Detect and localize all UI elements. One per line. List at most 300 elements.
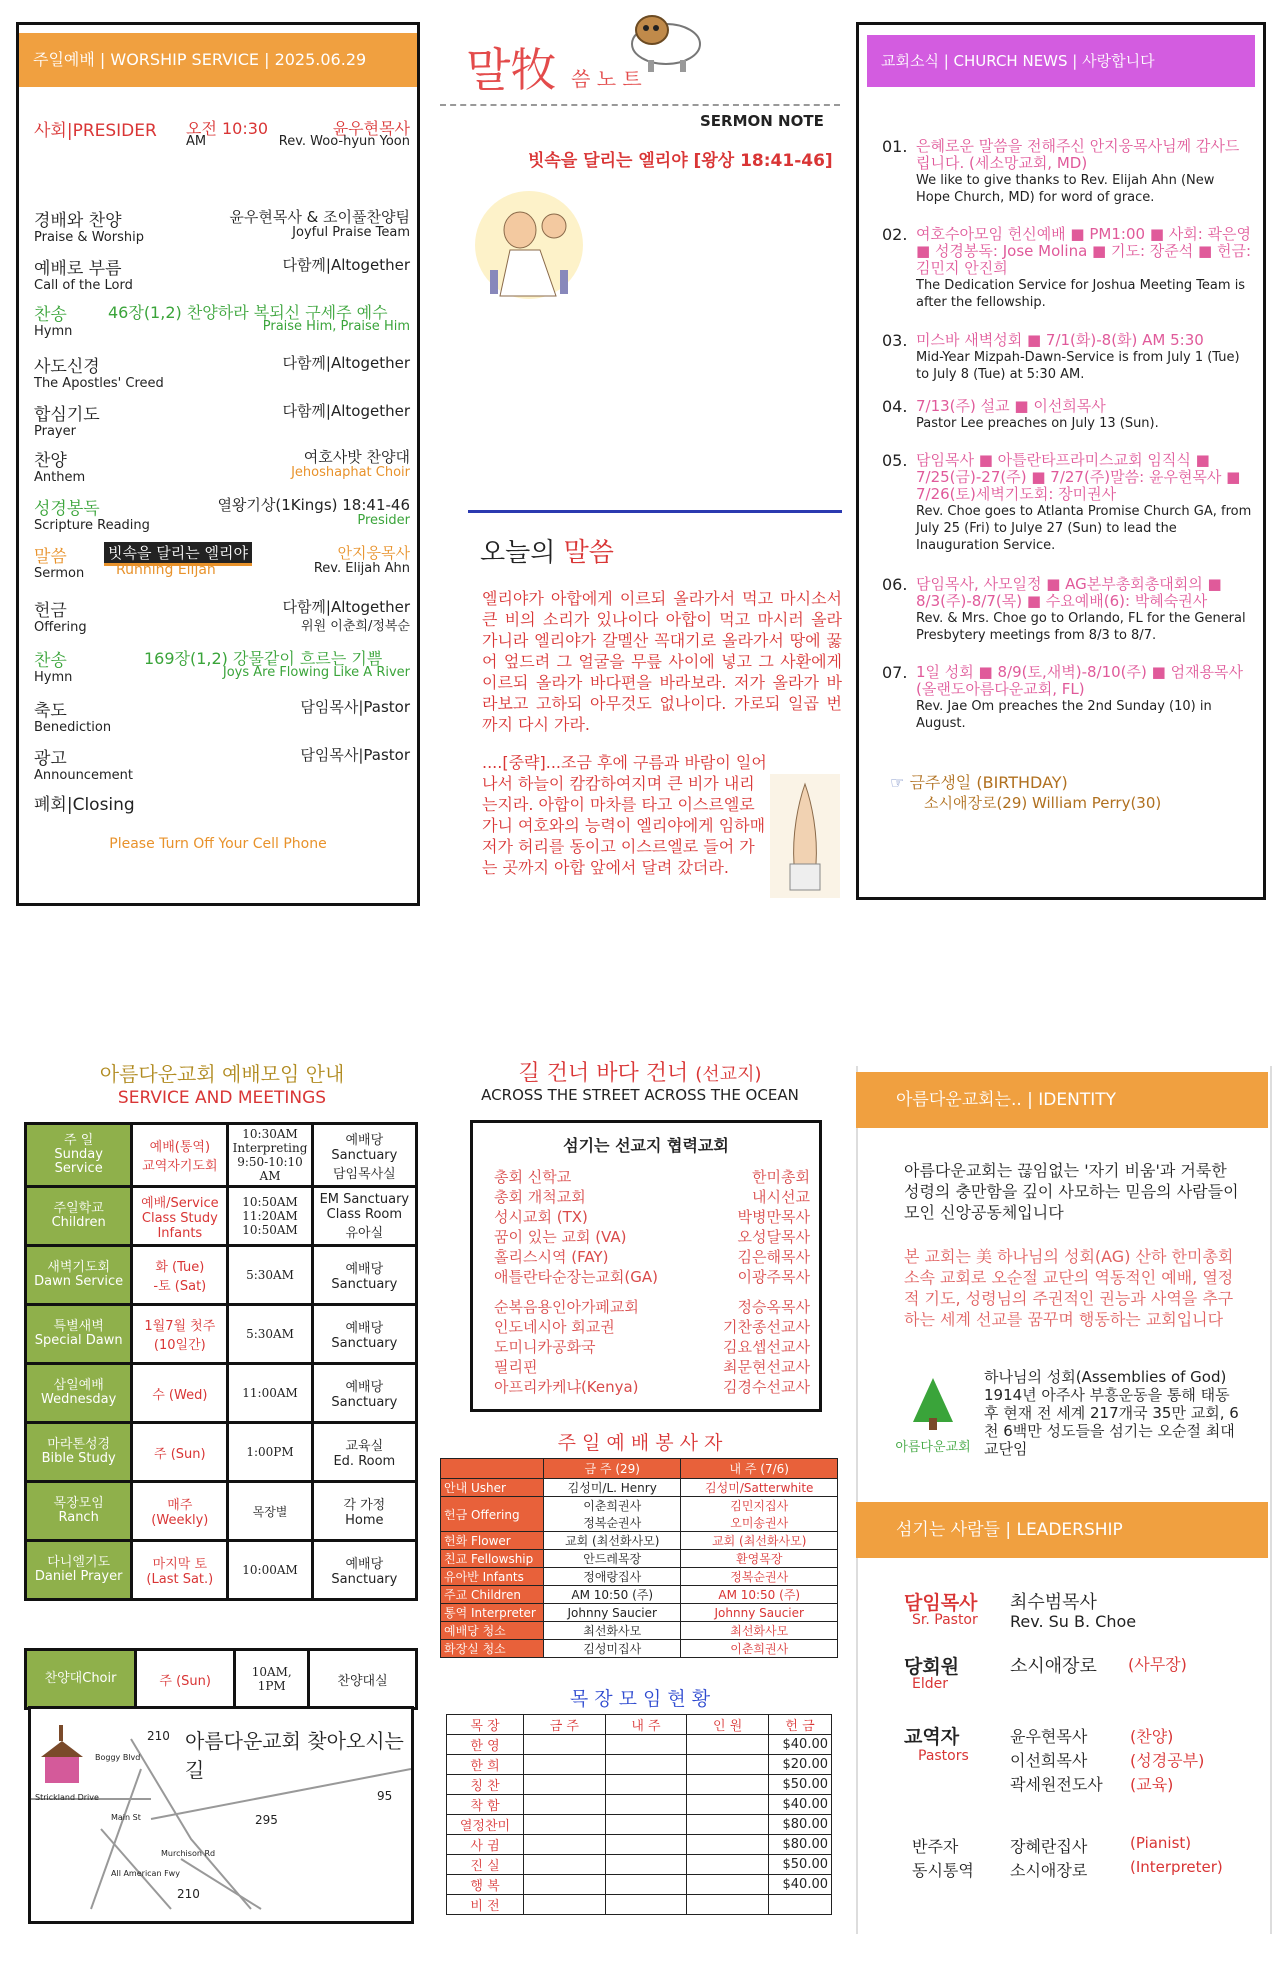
sheep-icon <box>622 8 706 74</box>
news-item-number: 07. <box>882 663 908 682</box>
ranch-attendance <box>687 1815 769 1835</box>
other-duty: (Pianist) <box>1130 1834 1192 1852</box>
service-time: 5:30AM <box>228 1305 312 1364</box>
worship-item-title-en: Call of the Lord <box>34 278 133 293</box>
service-name: 다니엘기도 Daniel Prayer <box>26 1541 132 1600</box>
news-item-korean: 7/13(주) 설교 ■ 이선희목사 <box>916 397 1106 415</box>
worship-item-title: 폐회|Closing <box>34 795 135 815</box>
mission-pastor: 오성달목사 <box>737 1228 810 1246</box>
leader-role: 담임목사 <box>904 1592 978 1614</box>
news-item-korean: 1일 성회 ■ 8/9(토,새벽)-8/10(주) ■ 엄재용목사 (올랜도아름다운교회, FL) <box>916 663 1244 698</box>
sermon-divider <box>440 104 840 106</box>
mission-church: 홀리스시역 (FAY) <box>494 1248 609 1266</box>
todays-word-heading <box>480 532 614 569</box>
news-item <box>882 398 1252 432</box>
map-label-strickland: Strickland Drive <box>35 1793 99 1802</box>
news-item-english: The Dedication Service for Joshua Meeting Team is after the fellowship. <box>916 278 1246 310</box>
ranch-name: 착 함 <box>447 1795 524 1815</box>
ranch-next-week <box>605 1775 687 1795</box>
volunteer-row <box>441 1622 838 1640</box>
leader-role: 당회원 <box>904 1656 960 1678</box>
worship-item-title-en: Hymn <box>34 670 73 685</box>
worship-item <box>34 254 410 293</box>
volunteer-next-week: 이춘희권사 <box>681 1640 838 1658</box>
map-label-boggy: Boggy Blvd <box>95 1753 141 1762</box>
vol-header-this-week: 금 주 (29) <box>544 1459 681 1479</box>
mission-title: 길 건너 바다 건너 (선교지) <box>518 1061 762 1086</box>
ranch-name: 칭 찬 <box>447 1775 524 1795</box>
scripture-text-2: ....[중략]...조금 후에 구름과 바람이 일어나서 하늘이 캄캄하여지며 큰 비가 내리는지라. 아합이 마차를 타고 이스르엘로 가니 여호와의 능력이 엘리야에게 임하매 저가 허리를 동이고 이스르엘로 들어 가는 곳까지 아합 앞에서 달려 갔더라. <box>482 753 767 877</box>
presider-name-en: Rev. Woo-hyun Yoon <box>278 134 410 149</box>
volunteer-row <box>441 1604 838 1622</box>
services-subtitle: SERVICE AND MEETINGS <box>117 1088 327 1108</box>
service-time: 11:00AM <box>228 1364 312 1423</box>
worship-item-leader-en: Joys Are Flowing Like A River <box>222 665 410 680</box>
worship-item-leader: 안지웅목사 <box>337 544 410 562</box>
directions-map <box>28 1706 414 1924</box>
map-label-main: Main St <box>111 1813 141 1822</box>
leader-name: 최수범목사 <box>1010 1592 1097 1613</box>
map-label-210-north: 210 <box>147 1729 170 1743</box>
ranch-row <box>447 1775 832 1795</box>
praying-hands-icon <box>770 774 840 898</box>
ranch-next-week <box>605 1875 687 1895</box>
worship-item-leader: 다함께|Altogether <box>282 402 410 420</box>
worship-item-detail: 46장(1,2) 찬양하라 복되신 구세주 예수 <box>108 303 388 322</box>
worship-item-leader-en: 위원 이춘희/정복순 <box>301 619 410 634</box>
worship-item <box>34 790 410 815</box>
worship-item <box>34 400 410 439</box>
volunteer-row <box>441 1479 838 1497</box>
worship-item-leader-en: Rev. Elijah Ahn <box>313 561 410 576</box>
staff-role-en: Pastors <box>918 1748 969 1764</box>
identity-paragraph-2: 본 교회는 美 하나님의 성회(AG) 산하 한미총회 소속 교회로 오순절 교단의 역동적인 예배, 열정적 기도, 성령님의 주권적인 권능과 사역을 추구하는 세계 선교를 꿈꾸며 행동하는 교회입니다 <box>904 1247 1234 1329</box>
ranch-header-row <box>447 1715 832 1735</box>
staff-name: 이선희목사 <box>1010 1751 1088 1770</box>
ranch-header-cell: 내 주 <box>605 1715 687 1735</box>
worship-item <box>34 596 410 635</box>
prayer-illustration <box>470 186 588 304</box>
ranch-attendance <box>687 1855 769 1875</box>
volunteer-next-week: 정복순권사 <box>681 1568 838 1586</box>
service-row <box>26 1246 417 1305</box>
worship-item-title: 성경봉독 <box>34 499 100 519</box>
sermon-logo <box>466 34 642 100</box>
ranch-offering <box>769 1895 832 1915</box>
volunteer-next-week: Johnny Saucier <box>681 1604 838 1622</box>
service-time: 5:30AM <box>228 1246 312 1305</box>
map-label-295: 295 <box>255 1813 278 1827</box>
leader-role-en: Elder <box>912 1676 948 1692</box>
sermon-logo-main: 말牧 <box>466 43 557 97</box>
worship-item-title-en: Prayer <box>34 424 76 439</box>
worship-item-title-en: Offering <box>34 620 87 635</box>
ranch-name: 진 실 <box>447 1855 524 1875</box>
ranch-offering: $40.00 <box>769 1795 832 1815</box>
worship-item <box>34 446 410 485</box>
service-name: 마라톤성경 Bible Study <box>26 1423 132 1482</box>
worship-item <box>34 206 410 245</box>
church-icon <box>41 1725 83 1783</box>
identity-paragraph-3: 하나님의 성회(Assemblies of God) 1914년 아주사 부흥운동을 통해 태동 후 현재 전 세계 217개국 35만 교회, 6천 6백만 성도들을 섬기는 오순절 최대 교단임 <box>984 1368 1239 1458</box>
other-name: 소시애장로 <box>1010 1861 1088 1880</box>
volunteer-role: 예배당 청소 <box>441 1622 544 1640</box>
volunteer-row <box>441 1550 838 1568</box>
mission-church: 필리핀 <box>494 1358 538 1376</box>
volunteer-this-week: Johnny Saucier <box>544 1604 681 1622</box>
mission-pastor: 내시선교 <box>752 1188 810 1206</box>
worship-item <box>34 352 410 391</box>
news-item-korean: 여호수아모임 헌신예배 ■ PM1:00 ■ 사회: 곽은영 ■ 성경봉독: Jose Molina ■ 기도: 장준석 ■ 헌금: 김민지 안진희 <box>916 225 1252 277</box>
identity-paragraph-1: 아름다운교회는 끊임없는 '자기 비움'과 거룩한 성령의 충만함을 깊이 사모하는 믿음의 사람들이 모인 신앙공동체입니다 <box>904 1161 1239 1222</box>
map-label-murchison: Murchison Rd <box>161 1849 216 1858</box>
volunteer-next-week: 김성미/Satterwhite <box>681 1479 838 1497</box>
ranch-offering: $20.00 <box>769 1755 832 1775</box>
news-item <box>882 576 1252 644</box>
worship-item-leader-en: Presider <box>357 513 410 528</box>
service-location: 예배당 Sanctuary <box>312 1541 416 1600</box>
volunteer-this-week: 이춘희권사 정복순권사 <box>544 1497 681 1532</box>
service-time: 1:00PM <box>228 1423 312 1482</box>
service-location: 예배당 Sanctuary <box>312 1364 416 1423</box>
volunteer-role: 화장실 청소 <box>441 1640 544 1658</box>
worship-item-title: 예배로 부름 <box>34 259 122 279</box>
staff-duty: (성경공부) <box>1130 1751 1205 1770</box>
news-item-english: We like to give thanks to Rev. Elijah Ahn (New Hope Church, MD) for word of grace. <box>916 173 1215 205</box>
worship-header: 주일예배 | WORSHIP SERVICE | 2025.06.29 <box>19 33 417 87</box>
volunteer-next-week: 환영목장 <box>681 1550 838 1568</box>
service-row <box>26 1541 417 1600</box>
worship-item-title: 헌금 <box>34 601 67 621</box>
ranch-next-week <box>605 1835 687 1855</box>
staff-duty: (교육) <box>1130 1775 1174 1794</box>
volunteer-row <box>441 1532 838 1550</box>
todays-label: 오늘의 <box>480 538 556 568</box>
ranch-this-week <box>524 1895 606 1915</box>
worship-item-title-en: Anthem <box>34 470 86 485</box>
volunteers-title: 주 일 예 배 봉 사 자 <box>557 1432 723 1454</box>
volunteer-this-week: 김성미집사 <box>544 1640 681 1658</box>
leader-name-en: Rev. Su B. Choe <box>1010 1612 1137 1631</box>
service-name: 목장모임 Ranch <box>26 1482 132 1541</box>
sermon-title: 빗속을 달리는 엘리야 [왕상 18:41-46] <box>528 151 833 171</box>
worship-item-leader-en: Joyful Praise Team <box>292 225 410 240</box>
worship-item-leader: 윤우현목사 & 조이풀찬양팀 <box>229 208 410 226</box>
ranch-row <box>447 1895 832 1915</box>
worship-item-leader: 다함께|Altogether <box>282 598 410 616</box>
ranch-name: 열정찬미 <box>447 1815 524 1835</box>
ranch-row <box>447 1855 832 1875</box>
mission-pastor: 김요셉선교사 <box>723 1338 810 1356</box>
worship-item-title-en: Praise & Worship <box>34 230 144 245</box>
mission-pastor: 최문현선교사 <box>723 1358 810 1376</box>
service-day: 매주 (Weekly) <box>132 1482 228 1541</box>
news-item <box>882 332 1252 383</box>
service-time: 10:30AM Interpreting 9:50-10:10 AM <box>228 1124 312 1187</box>
mission-pastor: 박병만목사 <box>737 1208 810 1226</box>
ranch-row <box>447 1755 832 1775</box>
service-name: 특별새벽 Special Dawn <box>26 1305 132 1364</box>
tree-logo-icon <box>903 1372 963 1432</box>
service-row <box>26 1124 417 1187</box>
ranch-attendance <box>687 1735 769 1755</box>
volunteer-role: 안내 Usher <box>441 1479 544 1497</box>
worship-item-detail: 빗속을 달리는 엘리야 <box>104 542 252 566</box>
ranch-name: 비 전 <box>447 1895 524 1915</box>
choir-day: 주 (Sun) <box>136 1650 235 1709</box>
leader-name: 소시애장로 <box>1010 1656 1097 1677</box>
mission-church: 총회 신학교 <box>494 1168 572 1186</box>
service-row <box>26 1482 417 1541</box>
worship-item-detail-en: Running Elijah <box>116 562 216 578</box>
service-time: 10:50AM 11:20AM 10:50AM <box>228 1187 312 1246</box>
mission-church: 순복음용인아가페교회 <box>494 1298 639 1316</box>
worship-item-leader: 다함께|Altogether <box>282 256 410 274</box>
mission-pastor: 김경수선교사 <box>723 1378 810 1396</box>
worship-item-leader: 열왕기상(1Kings) 18:41-46 <box>217 496 410 514</box>
news-item-number: 02. <box>882 225 908 244</box>
ranch-attendance <box>687 1775 769 1795</box>
mission-church: 꿈이 있는 교회 (VA) <box>494 1228 627 1246</box>
ranch-offering: $40.00 <box>769 1735 832 1755</box>
service-name: 삼일예배 Wednesday <box>26 1364 132 1423</box>
ranch-offering: $50.00 <box>769 1775 832 1795</box>
word-divider <box>468 510 842 513</box>
service-day: 1월7월 첫주 (10일간) <box>132 1305 228 1364</box>
service-day: 주 (Sun) <box>132 1423 228 1482</box>
worship-item-title: 찬양 <box>34 451 67 471</box>
service-location: 예배당 Sanctuary 담임목사실 <box>312 1124 416 1187</box>
mission-church: 도미니카공화국 <box>494 1338 596 1356</box>
service-location: 예배당 Sanctuary <box>312 1246 416 1305</box>
service-time: 목장별 <box>228 1482 312 1541</box>
worship-item-title: 광고 <box>34 749 67 769</box>
mission-pastor: 기찬종선교사 <box>723 1318 810 1336</box>
service-name: 주일학교 Children <box>26 1187 132 1246</box>
ranch-title: 목 장 모 임 현 황 <box>569 1688 711 1710</box>
mission-church: 성시교회 (TX) <box>494 1208 588 1226</box>
worship-item <box>34 744 410 783</box>
volunteer-this-week: 교회 (최선화사모) <box>544 1532 681 1550</box>
news-item-number: 01. <box>882 137 908 156</box>
volunteer-next-week: 최선화사모 <box>681 1622 838 1640</box>
service-row <box>26 1305 417 1364</box>
worship-item-leader: 담임목사|Pastor <box>300 746 410 764</box>
mission-church: 인도네시아 회교권 <box>494 1318 615 1336</box>
volunteer-role: 친교 Fellowship <box>441 1550 544 1568</box>
service-day: 수 (Wed) <box>132 1364 228 1423</box>
map-label-all-american: All American Fwy <box>111 1869 180 1878</box>
volunteer-row <box>441 1497 838 1532</box>
staff-duty: (찬양) <box>1130 1727 1174 1746</box>
news-item-english: Rev. Choe goes to Atlanta Promise Church GA, from July 25 (Fri) to Julye 27 (Sun) to lead the Inauguration Service. <box>916 504 1252 553</box>
worship-item-title-en: Hymn <box>34 324 73 339</box>
worship-item-title: 경배와 찬양 <box>34 211 122 231</box>
ranch-attendance <box>687 1835 769 1855</box>
vol-header-role <box>441 1459 544 1479</box>
ranch-attendance <box>687 1895 769 1915</box>
news-item-english: Rev. & Mrs. Choe go to Orlando, FL for the General Presbytery meetings from 8/3 to 8/7. <box>916 611 1246 643</box>
ranch-this-week <box>524 1855 606 1875</box>
ranch-attendance <box>687 1875 769 1895</box>
ranch-header-cell: 인 원 <box>687 1715 769 1735</box>
mission-church: 애틀란타순장는교회(GA) <box>494 1268 658 1286</box>
mission-church: 총회 개척교회 <box>494 1188 586 1206</box>
service-row <box>26 1423 417 1482</box>
church-logo-text: 아름다운교회 <box>895 1440 971 1455</box>
ranch-row <box>447 1835 832 1855</box>
service-name: 주 일 Sunday Service <box>26 1124 132 1187</box>
news-item <box>882 452 1252 554</box>
ranch-row <box>447 1795 832 1815</box>
worship-item-title: 축도 <box>34 701 67 721</box>
worship-item <box>34 494 410 533</box>
other-duty: (Interpreter) <box>1130 1858 1223 1876</box>
worship-item-title: 합심기도 <box>34 405 100 425</box>
volunteer-next-week: 교회 (최선화사모) <box>681 1532 838 1550</box>
volunteers-table <box>440 1458 838 1658</box>
ranch-attendance <box>687 1795 769 1815</box>
worship-item-title-en: The Apostles' Creed <box>34 376 164 391</box>
sermon-note-label: SERMON NOTE <box>700 112 824 130</box>
vol-header-next-week: 내 주 (7/6) <box>681 1459 838 1479</box>
leader-duty: (사무장) <box>1128 1655 1187 1674</box>
ranch-next-week <box>605 1855 687 1875</box>
volunteer-role: 유아반 Infants <box>441 1568 544 1586</box>
worship-item <box>34 542 410 581</box>
ranch-this-week <box>524 1755 606 1775</box>
ranch-this-week <box>524 1875 606 1895</box>
staff-name: 곽세원전도사 <box>1010 1775 1103 1794</box>
news-item-number: 04. <box>882 397 908 416</box>
volunteer-this-week: 김성미/L. Henry <box>544 1479 681 1497</box>
cellphone-notice: Please Turn Off Your Cell Phone <box>109 836 327 852</box>
map-title: 아름다운교회 찾아오시는 길 <box>185 1729 404 1782</box>
volunteer-role: 주교 Children <box>441 1586 544 1604</box>
ranch-name: 한 희 <box>447 1755 524 1775</box>
worship-item <box>34 646 410 685</box>
worship-item-leader: 담임목사|Pastor <box>300 698 410 716</box>
worship-item <box>34 696 410 735</box>
ranch-offering: $80.00 <box>769 1835 832 1855</box>
ranch-this-week <box>524 1815 606 1835</box>
choir-time: 10AM, 1PM <box>235 1650 309 1709</box>
ranch-row <box>447 1875 832 1895</box>
ranch-header-cell: 금 주 <box>524 1715 606 1735</box>
volunteer-this-week: 정애랑집사 <box>544 1568 681 1586</box>
mission-pastor: 이광주목사 <box>737 1268 810 1286</box>
volunteer-row <box>441 1586 838 1604</box>
volunteer-next-week: AM 10:50 (주) <box>681 1586 838 1604</box>
news-item-english: Rev. Jae Om preaches the 2nd Sunday (10) in August. <box>916 699 1212 731</box>
service-day: 화 (Tue) -토 (Sat) <box>132 1246 228 1305</box>
scripture-text-1: 엘리야가 아합에게 이르되 올라가서 먹고 마시소서 큰 비의 소리가 있나이다 아합이 먹고 마시러 올라가니라 엘리야가 갈멜산 꼭대기로 올라가서 땅에 꿇어 엎드려 그 얼굴을 무릎 사이에 넣고 그 사환에게 이르되 올라가 바다편을 바라보라. 저가 올라가 바라보고 고하되 아무것도 없나이다. 가로되 일곱 번까지 다시 가라. <box>482 589 842 734</box>
volunteer-role: 헌화 Flower <box>441 1532 544 1550</box>
ranch-this-week <box>524 1795 606 1815</box>
ranch-offering: $40.00 <box>769 1875 832 1895</box>
leadership-header: 섬기는 사람들 | LEADERSHIP <box>856 1502 1268 1558</box>
worship-item-title-en: Benediction <box>34 720 112 735</box>
ranch-row <box>447 1815 832 1835</box>
volunteer-row <box>441 1640 838 1658</box>
choir-label: 찬양대Choir <box>26 1650 136 1709</box>
ranch-row <box>447 1735 832 1755</box>
mission-pastor: 정승옥목사 <box>737 1298 810 1316</box>
volunteer-next-week: 김민지집사 오미송권사 <box>681 1497 838 1532</box>
choir-table <box>24 1648 418 1710</box>
ranch-next-week <box>605 1735 687 1755</box>
church-logo <box>888 1372 978 1455</box>
news-item-english: Pastor Lee preaches on July 13 (Sun). <box>916 416 1159 431</box>
presider-time: 오전 10:30 <box>186 119 269 138</box>
ranch-offering: $50.00 <box>769 1855 832 1875</box>
worship-item-title-en: Scripture Reading <box>34 518 150 533</box>
ranch-name: 행 복 <box>447 1875 524 1895</box>
ranch-header-cell: 헌 금 <box>769 1715 832 1735</box>
worship-item-title-en: Announcement <box>34 768 133 783</box>
news-item-korean: 은혜로운 말씀을 전해주신 안지웅목사님께 감사드립니다. (세소망교회, MD) <box>916 137 1240 172</box>
ranch-next-week <box>605 1815 687 1835</box>
leader-role-en: Sr. Pastor <box>912 1612 978 1628</box>
presider-label: 사회|PRESIDER <box>34 121 157 141</box>
service-name: 새벽기도회 Dawn Service <box>26 1246 132 1305</box>
volunteer-row <box>441 1568 838 1586</box>
ranch-name: 사 귐 <box>447 1835 524 1855</box>
worship-item-detail: 169장(1,2) 강물같이 흐르는 기쁨 <box>144 649 383 668</box>
presider-name: 윤우현목사 <box>332 119 410 138</box>
worship-item-title-en: Sermon <box>34 566 85 581</box>
worship-item-title: 찬송 <box>34 651 67 671</box>
news-header: 교회소식 | CHURCH NEWS | 사랑합니다 <box>867 35 1255 87</box>
volunteer-role: 통역 Interpreter <box>441 1604 544 1622</box>
mission-pastor: 한미총회 <box>752 1168 810 1186</box>
service-location: EM Sanctuary Class Room 유아실 <box>312 1187 416 1246</box>
volunteer-this-week: AM 10:50 (주) <box>544 1586 681 1604</box>
worship-item-leader-en: Jehoshaphat Choir <box>291 465 410 480</box>
news-item <box>882 138 1252 206</box>
map-label-210-south: 210 <box>177 1887 200 1901</box>
volunteer-this-week: 안드레목장 <box>544 1550 681 1568</box>
mission-box-title: 섬기는 선교지 협력교회 <box>563 1136 729 1155</box>
news-item-number: 06. <box>882 575 908 594</box>
todays-word: 말씀 <box>563 538 614 568</box>
ranch-next-week <box>605 1755 687 1775</box>
ranch-this-week <box>524 1735 606 1755</box>
other-role: 동시통역 <box>912 1861 974 1880</box>
ranch-name: 한 영 <box>447 1735 524 1755</box>
ranch-this-week <box>524 1775 606 1795</box>
mission-pastor: 김은해목사 <box>737 1248 810 1266</box>
worship-item-title: 찬송 <box>34 305 67 325</box>
news-item-number: 05. <box>882 451 908 470</box>
service-day: 마지막 토 (Last Sat.) <box>132 1541 228 1600</box>
ranch-next-week <box>605 1895 687 1915</box>
ranch-this-week <box>524 1835 606 1855</box>
choir-location: 찬양대실 <box>309 1650 417 1709</box>
news-item <box>882 226 1252 311</box>
worship-item-title: 말씀 <box>34 547 67 567</box>
news-item-korean: 담임목사, 사모일정 ■ AG본부총회총대회의 ■ 8/3(주)-8/7(목) ■ 수요예배(6): 박혜숙권사 <box>916 575 1222 610</box>
identity-header: 아름다운교회는.. | IDENTITY <box>856 1072 1268 1128</box>
map-label-95: 95 <box>377 1789 393 1803</box>
volunteer-role: 헌금 Offering <box>441 1497 544 1532</box>
mission-church: 아프리카케냐(Kenya) <box>494 1378 639 1396</box>
staff-role: 교역자 <box>904 1726 960 1748</box>
service-location: 각 가정 Home <box>312 1482 416 1541</box>
service-day: 예배/Service Class Study Infants <box>132 1187 228 1246</box>
other-name: 장혜란집사 <box>1010 1837 1088 1856</box>
service-location: 교육실 Ed. Room <box>312 1423 416 1482</box>
